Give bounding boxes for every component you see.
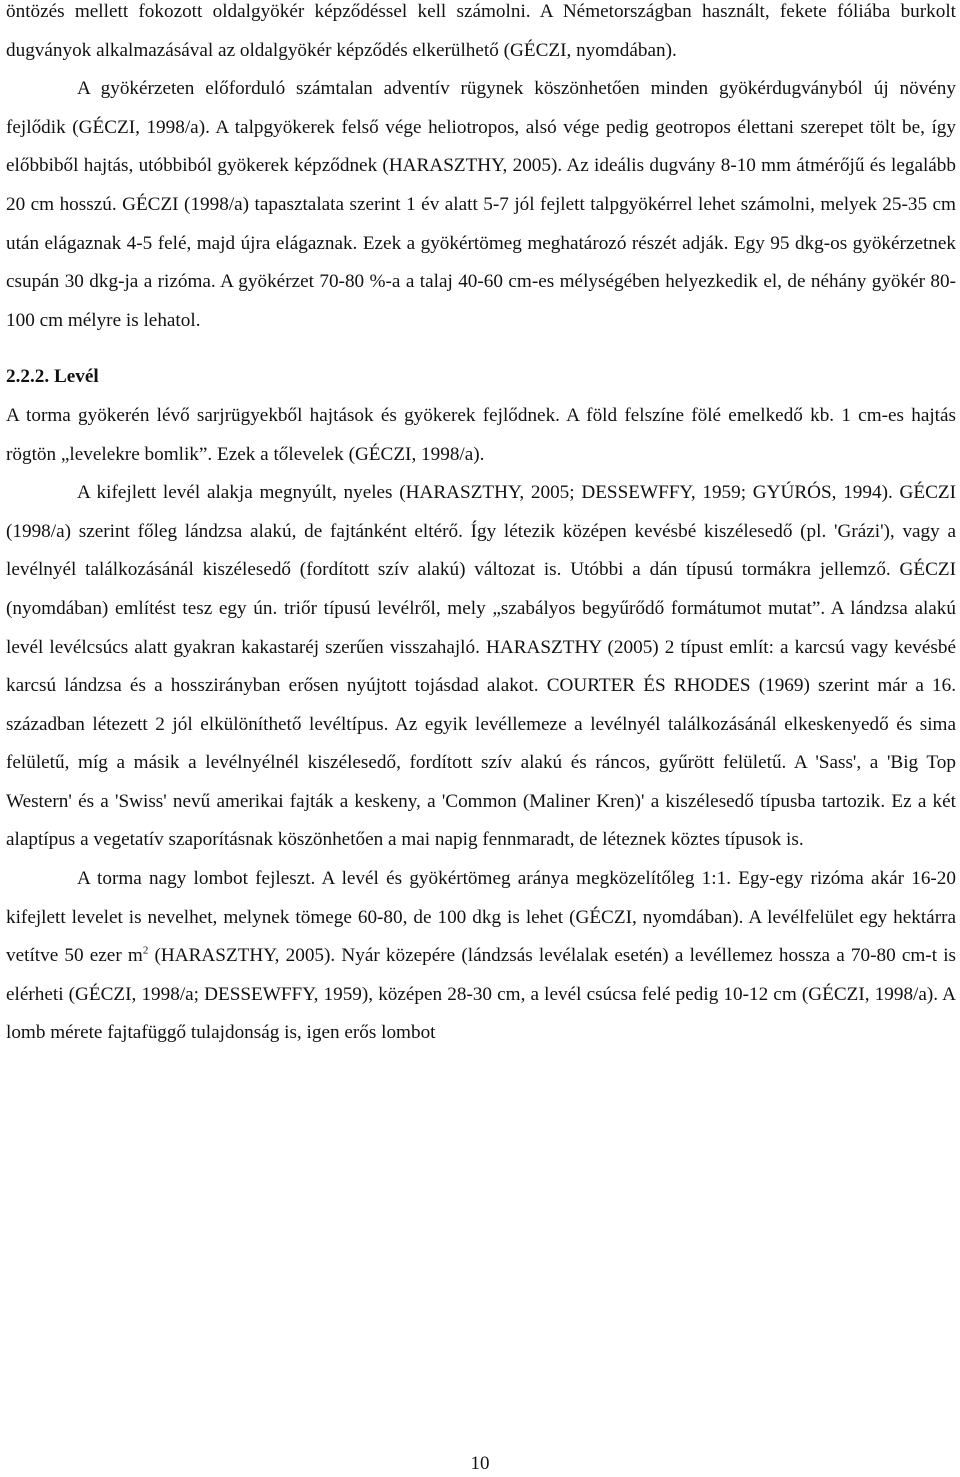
paragraph-leaf-shape: A kifejlett levél alakja megnyúlt, nyeles (HARASZTHY, 2005; DESSEWFFY, 1959; GYÚRÓS, 1994). GÉCZI (1998/a) szerint főleg lándzsa alakú, de fajtánként eltérő. Így létezik középen kevésbé kiszélesedő (pl. 'Grázi'), vagy a levélnyél találkozásánál kiszélesedő (fordított szív alakú) változat is. Utóbbi a dán típusú tormákra jellemző. GÉCZI (nyomdában) említést tesz egy ún. triőr típusú levélről, mely „szabályos begyűrődő formátumot mutat”. A lándzsa alakú levél levélcsúcs alatt gyakran kakastaréj szerűen visszahajló. HARASZTHY (2005) 2 típust említ: a karcsú vagy kevésbé karcsú lándzsa és a hosszirányban erősen nyújtott tojásdad alakot. COURTER ÉS RHODES (1969) szerint már a 16. században létezett 2 jól elkülöníthető levéltípus. Az egyik levéllemeze a levélnyél találkozásánál elkeskenyedő és sima felületű, míg a másik a levélnyélnél kiszélesedő, fordított szív alakú és ráncos, gyűrött felületű. A 'Sass', a 'Big Top Western' és a 'Swiss' nevű amerikai fajták a keskeny, a 'Common (Maliner Kren)' a kiszélesedő típusba tartozik. Ez a két alaptípus a vegetatív szaporításnak köszönhetően a mai napig fennmaradt, de léteznek köztes típusok is. — [6, 482, 956, 851]
paragraph-root-system: A gyökérzeten előforduló számtalan adventív rügynek köszönhetően minden gyökérdugványból új növény fejlődik (GÉCZI, 1998/a). A talpgyökerek felső vége heliotropos, alsó vége pedig geotropos élettani szerepet tölt be, így előbbiből hajtás, utóbbiból gyökerek képződnek (HARASZTHY, 2005). Az ideális dugvány 8-10 mm átmérőjű és legalább 20 cm hosszú. GÉCZI (1998/a) tapasztalata szerint 1 év alatt 5-7 jól fejlett talpgyökérrel lehet számolni, melyek 25-35 cm után elágaznak 4-5 felé, majd újra elágaznak. Ezek a gyökértömeg meghatározó részét adják. Egy 95 dkg-os gyökérzetnek csupán 30 dkg-ja a rizóma. A gyökérzet 70-80 %-a a talaj 40-60 cm-es mélységében helyezkedik el, de néhány gyökér 80-100 cm mélyre is lehatol. — [6, 78, 956, 331]
paragraph-leaf-intro: A torma gyökerén lévő sarjrügyekből hajtások és gyökerek fejlődnek. A föld felszíne fölé emelkedő kb. 1 cm-es hajtás rögtön „levelekre bomlik”. Ezek a tőlevelek (GÉCZI, 1998/a). — [6, 404, 956, 465]
section-number: 2.2.2. — [6, 366, 50, 388]
section-heading — [6, 358, 956, 397]
document-page — [6, 0, 956, 1053]
leaf-mass-text-b: (HARASZTHY, 2005). Nyár közepére (lándzsás levélalak esetén) a levéllemez hossza a 70-80 cm-t is elérheti (GÉCZI, 1998/a; DESSEWFFY, 1959), középen 28-30 cm, a levél csúcsa felé pedig 10-12 cm (GÉCZI, 1998/a). A lomb mérete fajtafüggő tulajdonság is, igen erős lombot — [6, 945, 957, 1044]
paragraph-continued: öntözés mellett fokozott oldalgyökér képződéssel kell számolni. A Németországban használt, fekete fóliába burkolt dugványok alkalmazásával az oldalgyökér képződés elkerülhető (GÉCZI, nyomdában). — [6, 1, 956, 61]
leaf-mass-text-a: A torma nagy lombot fejleszt. A levél és gyökértömeg aránya megközelítőleg 1:1. Egy-egy rizóma akár 16-20 kifejlett levelet is nevelhet, melynek tömege 60-80, de 100 dkg is lehet (GÉCZI, nyomdában). A levélfelület egy hektárra vetítve 50 ezer m — [6, 868, 956, 967]
paragraph-leaf-mass — [6, 860, 956, 1053]
section-title: Levél — [53, 366, 99, 388]
page-number: 10 — [470, 1453, 490, 1474]
superscript-2: 2 — [142, 944, 149, 957]
